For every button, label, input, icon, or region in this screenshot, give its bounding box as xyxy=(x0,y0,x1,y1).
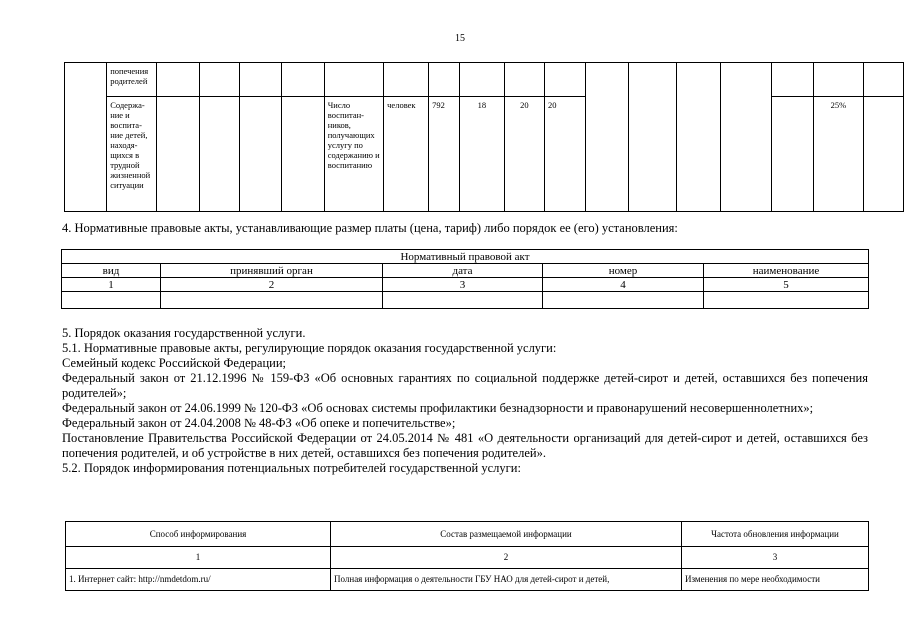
column-number-row xyxy=(66,547,869,569)
column-header: дата xyxy=(383,264,543,278)
section-4-heading: 4. Нормативные правовые акты, устанавливающие размер платы (цена, тариф) либо порядок ее (его) установления: xyxy=(62,221,678,235)
table-row xyxy=(62,292,869,309)
table-cell: Изменения по мере необходимости xyxy=(682,569,869,591)
value-cell: 20 xyxy=(504,97,544,212)
service-indicators-table xyxy=(64,62,904,212)
table-title: Нормативный правовой акт xyxy=(62,250,869,264)
table-header-row xyxy=(62,264,869,278)
column-number: 5 xyxy=(704,278,869,292)
column-number: 3 xyxy=(682,547,869,569)
procedure-text xyxy=(62,326,868,476)
column-number: 2 xyxy=(331,547,682,569)
table-header-row xyxy=(66,522,869,547)
column-number: 2 xyxy=(161,278,383,292)
table-cell xyxy=(65,63,107,212)
indicator-cell: Число воспитан-ников, получающих услугу по содержанию и воспитанию xyxy=(324,97,383,212)
column-header: принявший орган xyxy=(161,264,383,278)
column-header: Состав размещаемой информации xyxy=(331,522,682,547)
column-header: наименование xyxy=(704,264,869,278)
paragraph: Федеральный закон от 21.12.1996 № 159-ФЗ «Об основных гарантиях по социальной поддержке детей-сирот и детей, оставшихся без попечения родителей»; xyxy=(62,371,868,400)
column-number-row xyxy=(62,278,869,292)
service-name-cell: Содержа-ние и воспита-ние детей, находя-щихся в трудной жизненной ситуации xyxy=(107,97,157,212)
service-name-cell: попечения родителей xyxy=(107,63,157,97)
column-header: номер xyxy=(543,264,704,278)
table-cell: 1. Интернет сайт: http://nmdetdom.ru/ xyxy=(66,569,331,591)
table-row xyxy=(65,63,904,97)
table-row xyxy=(62,250,869,264)
paragraph: Федеральный закон от 24.06.1999 № 120-ФЗ «Об основах системы профилактики безнадзорности и правонарушений несовершеннолетних»; xyxy=(62,401,814,415)
informing-table xyxy=(65,521,869,591)
code-cell: 792 xyxy=(429,97,460,212)
paragraph: Семейный кодекс Российской Федерации; xyxy=(62,356,286,370)
column-number: 4 xyxy=(543,278,704,292)
paragraph: 5. Порядок оказания государственной услуги. xyxy=(62,326,306,340)
table-cell: Полная информация о деятельности ГБУ НАО для детей-сирот и детей, xyxy=(331,569,682,591)
page-number: 15 xyxy=(455,33,465,44)
value-cell: 20 xyxy=(545,97,586,212)
column-number: 1 xyxy=(62,278,161,292)
paragraph: 5.1. Нормативные правовые акты, регулирующие порядок оказания государственной услуги: xyxy=(62,341,557,355)
paragraph: 5.2. Порядок информирования потенциальных потребителей государственной услуги: xyxy=(62,461,521,475)
column-number: 3 xyxy=(383,278,543,292)
column-header: Способ информирования xyxy=(66,522,331,547)
unit-cell: человек xyxy=(384,97,429,212)
column-header: Частота обновления информации xyxy=(682,522,869,547)
deviation-cell: 25% xyxy=(814,97,863,212)
column-header: вид xyxy=(62,264,161,278)
paragraph: Постановление Правительства Российской Федерации от 24.05.2014 № 481 «О деятельности организаций для детей-сирот и детей, оставшихся без попечения родителей, и об устройстве в них детей, оставшихся без попечения родителей». xyxy=(62,431,868,460)
paragraph: Федеральный закон от 24.04.2008 № 48-ФЗ «Об опеке и попечительстве»; xyxy=(62,416,456,430)
table-row xyxy=(66,569,869,591)
value-cell: 18 xyxy=(459,97,504,212)
table-row xyxy=(65,97,904,212)
column-number: 1 xyxy=(66,547,331,569)
legal-acts-table xyxy=(61,249,869,309)
